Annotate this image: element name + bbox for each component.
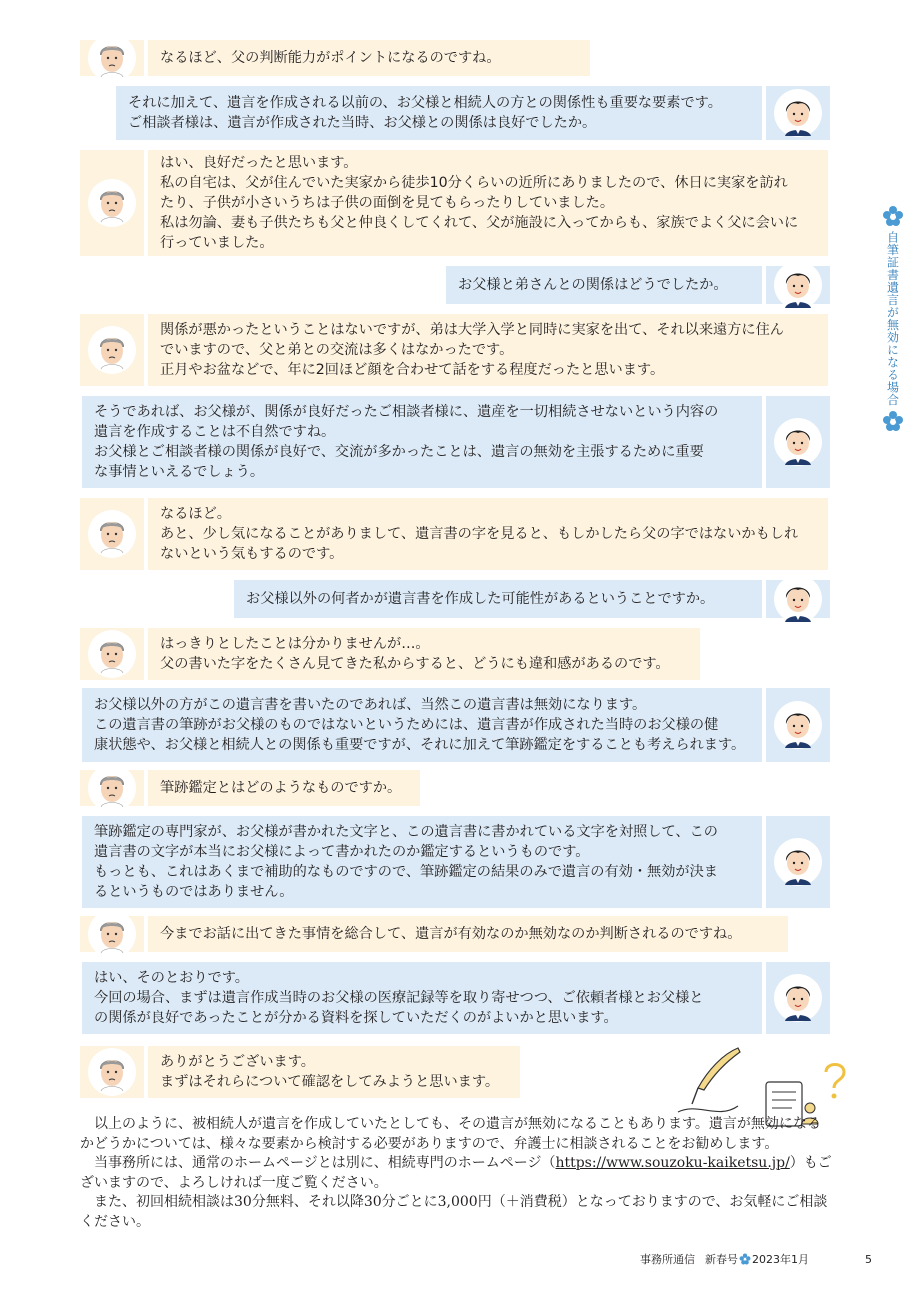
speech-bubble [82, 962, 762, 1034]
client-avatar-icon [87, 509, 137, 559]
avatar [766, 86, 830, 140]
message-line: お父様とご相談者様の関係が良好で、交流が多かったことは、遺言の無効を主張するために重要 [94, 444, 704, 460]
avatar [80, 628, 144, 680]
body-text-span: 当事務所には、通常のホームページとは別に、相続専門のホームページ（ [94, 1155, 556, 1171]
message-line: 私は勿論、妻も子供たちも父と仲良くしてくれて、父が施設に入ってからも、家族でよく父に会いに [160, 215, 799, 231]
speech-bubble [82, 816, 762, 908]
message-line: ありがとうございます。 [160, 1054, 315, 1070]
message-line: 遺言書の文字が本当にお父様によって書かれたのか鑑定するというものです。 [94, 844, 590, 860]
lawyer-avatar-icon [773, 700, 823, 750]
message-line: 筆跡鑑定とはどのようなものですか。 [160, 780, 402, 796]
client-avatar-icon [87, 1047, 137, 1097]
homepage-link[interactable]: https://www.souzoku-kaiketsu.jp/ [555, 1155, 790, 1171]
message-line: 関係が悪かったということはないですが、弟は大学入学と同時に実家を出て、それ以来遠方に住ん [160, 322, 784, 338]
lawyer-avatar-icon [773, 973, 823, 1023]
avatar [80, 916, 144, 952]
client-avatar-icon [87, 629, 137, 679]
speech-bubble [148, 40, 590, 76]
client-message [80, 150, 830, 256]
client-message [80, 916, 830, 952]
speech-bubble [148, 150, 828, 256]
message-line: るというものではありません。 [94, 884, 294, 900]
speech-bubble [82, 688, 762, 762]
lawyer-avatar-icon [773, 574, 823, 624]
message-line: ご相談者様は、遺言が作成された当時、お父様との関係は良好でしたか。 [128, 115, 597, 131]
lawyer-message [80, 580, 830, 618]
speech-bubble [148, 1046, 520, 1098]
lawyer-message [80, 86, 830, 140]
message-line: お父様以外の何者かが遺言書を作成した可能性があるということですか。 [246, 591, 715, 607]
message-line: の関係が良好であったことが分かる資料を探していただくのがよいかと思います。 [94, 1010, 618, 1026]
flower-icon [882, 410, 904, 432]
message-line: 行っていました。 [160, 235, 274, 251]
flower-icon [882, 205, 904, 227]
avatar [80, 40, 144, 76]
avatar [766, 266, 830, 304]
message-line: 今までお話に出てきた事情を総合して、遺言が有効なのか無効なのか判断されるのですね。 [160, 926, 742, 942]
avatar [766, 962, 830, 1034]
client-avatar-icon [87, 763, 137, 813]
footer-publication: 事務所通信 [640, 1253, 695, 1266]
avatar [766, 396, 830, 488]
message-line: 筆跡鑑定の専門家が、お父様が書かれた文字と、この遺言書に書かれている文字を対照して、この [94, 824, 718, 840]
message-line: なるほど、父の判断能力がポイントになるのですね。 [160, 50, 501, 66]
footer-issue: 新春号 [705, 1253, 738, 1266]
lawyer-message [80, 266, 830, 304]
message-line: それに加えて、遺言を作成される以前の、お父様と相続人の方との関係性も重要な要素です。 [128, 95, 722, 111]
lawyer-avatar-icon [773, 837, 823, 887]
client-message [80, 498, 830, 570]
client-avatar-icon [87, 325, 137, 375]
client-message [80, 314, 830, 386]
client-message [80, 40, 830, 76]
lawyer-avatar-icon [773, 260, 823, 310]
message-line: お父様と弟さんとの関係はどうでしたか。 [458, 277, 728, 293]
avatar [766, 580, 830, 618]
flower-icon [739, 1253, 751, 1265]
message-line: 今回の場合、まずは遺言作成当時のお父様の医療記録等を取り寄せつつ、ご依頼者様とお父様と [94, 990, 704, 1006]
message-line: そうであれば、お父様が、関係が良好だったご相談者様に、遺産を一切相続させないという内容の [94, 404, 719, 420]
page-number: 5 [865, 1252, 872, 1266]
message-line: お父様以外の方がこの遺言書を書いたのであれば、当然この遺言書は無効になります。 [94, 697, 647, 713]
avatar [766, 816, 830, 908]
message-line: ないという気もするのです。 [160, 546, 344, 562]
message-line: 父の書いた字をたくさん見てきた私からすると、どうにも違和感があるのです。 [160, 656, 670, 672]
body-paragraph [80, 1154, 832, 1193]
message-line: 遺言を作成することは不自然ですね。 [94, 424, 336, 440]
page-footer [640, 1251, 880, 1267]
message-line: まずはそれらについて確認をしてみようと思います。 [160, 1074, 500, 1090]
body-text [80, 1115, 832, 1232]
speech-bubble [148, 770, 420, 806]
message-line: なるほど。 [160, 506, 231, 522]
message-line: でいますので、父と弟との交流は多くはなかったです。 [160, 342, 514, 358]
avatar [80, 770, 144, 806]
body-paragraph: また、初回相続相談は30分無料、それ以降30分ごとに3,000円（＋消費税）となっておりますので、お気軽にご相談ください。 [80, 1194, 828, 1230]
client-avatar-icon [87, 909, 137, 959]
message-line: もっとも、これはあくまで補助的なものですので、筆跡鑑定の結果のみで遺言の有効・無効が決ま [94, 864, 718, 880]
client-message [80, 628, 830, 680]
body-text-span: ）もございますので、よろしければ一度ご覧ください。 [80, 1155, 832, 1191]
message-line: 康状態や、お父様と相続人との関係も重要ですが、それに加えて筆跡鑑定をすることも考えられます。 [94, 737, 746, 753]
lawyer-avatar-icon [773, 88, 823, 138]
avatar [80, 314, 144, 386]
speech-bubble [234, 580, 762, 618]
message-line: な事情といえるでしょう。 [94, 464, 265, 480]
lawyer-message [80, 688, 830, 762]
client-avatar-icon [87, 33, 137, 83]
speech-bubble [148, 314, 828, 386]
avatar [80, 1046, 144, 1098]
client-avatar-icon [87, 178, 137, 228]
speech-bubble [148, 916, 788, 952]
message-line: はい、良好だったと思います。 [160, 155, 358, 171]
lawyer-message [80, 396, 830, 488]
lawyer-message [80, 962, 830, 1034]
message-line: 正月やお盆などで、年に2回ほど顔を合わせて話をする程度だったと思います。 [160, 362, 665, 378]
speech-bubble [446, 266, 762, 304]
avatar [80, 498, 144, 570]
speech-bubble [116, 86, 762, 140]
message-line: はい、そのとおりです。 [94, 970, 249, 986]
speech-bubble [148, 628, 700, 680]
avatar [80, 150, 144, 256]
message-line: 私の自宅は、父が住んでいた実家から徒歩10分くらいの近所にありましたので、休日に実家を訪れ [160, 175, 788, 191]
message-line: たり、子供が小さいうちは子供の面倒を見てもらったりしていました。 [160, 195, 615, 211]
speech-bubble [148, 498, 828, 570]
client-message [80, 770, 830, 806]
side-tab [878, 205, 908, 432]
message-line: この遺言書の筆跡がお父様のものではないというためには、遺言書が作成された当時のお父様の健 [94, 717, 719, 733]
lawyer-message [80, 816, 830, 908]
body-paragraph: 以上のように、被相続人が遺言を作成していたとしても、その遺言が無効になることもあります。遺言が無効になるかどうかについては、様々な要素から検討する必要がありますので、弁護士に相談されることをお勧めします。 [80, 1116, 821, 1152]
side-tab-label: 自筆証書遺言が無効になる場合 [885, 231, 900, 406]
message-line: あと、少し気になることがありまして、遺言書の字を見ると、もしかしたら父の字ではないかもしれ [160, 526, 799, 542]
avatar [766, 688, 830, 762]
lawyer-avatar-icon [773, 417, 823, 467]
speech-bubble [82, 396, 762, 488]
message-line: はっきりとしたことは分かりませんが…。 [160, 636, 430, 652]
footer-date: 2023年1月 [752, 1253, 809, 1266]
